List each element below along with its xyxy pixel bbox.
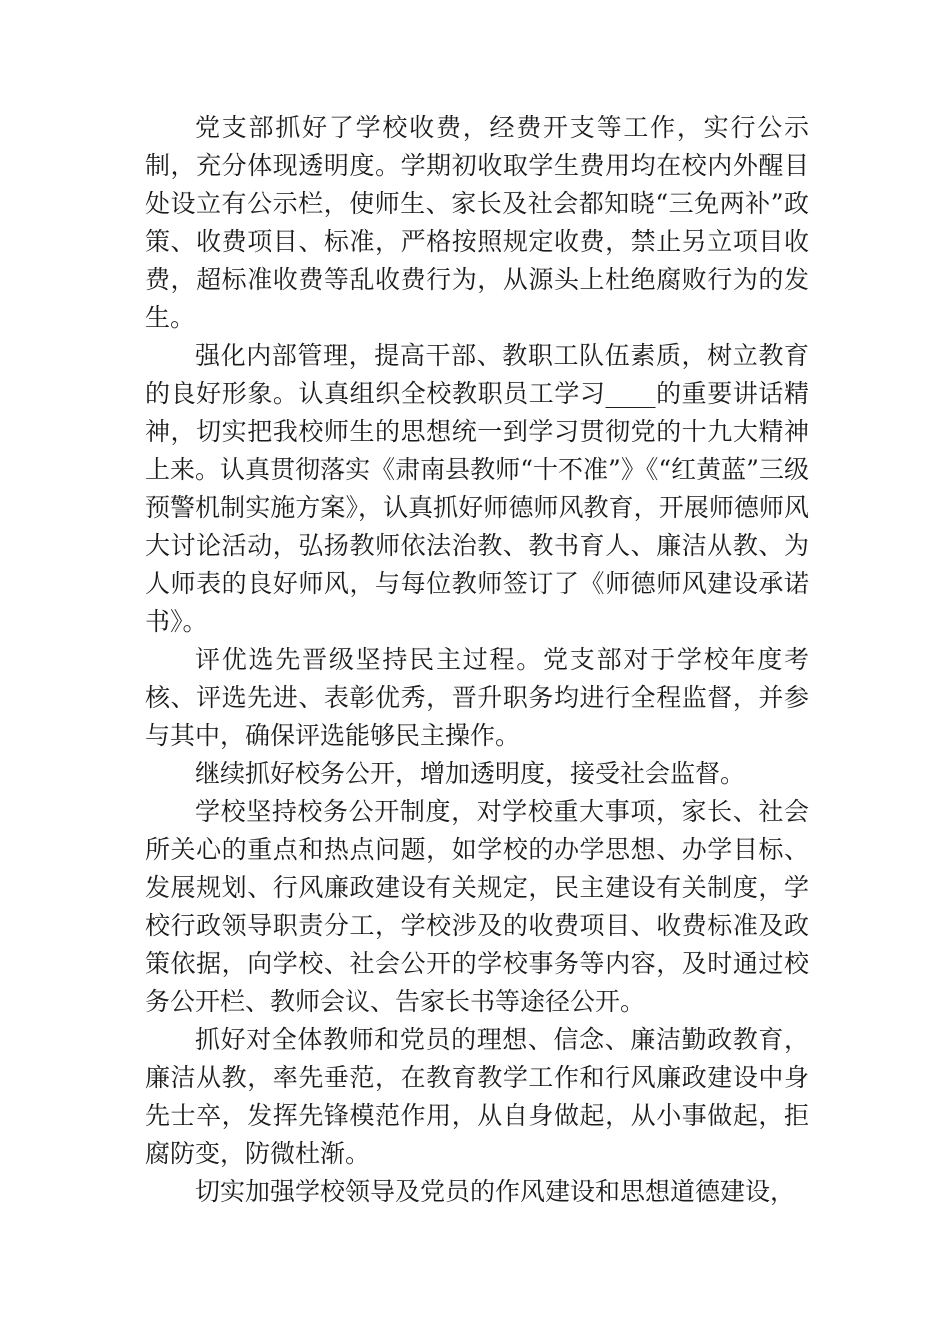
- paragraph-internal-management: 强化内部管理，提高干部、教职工队伍素质，树立教育的良好形象。认真组织全校教职员工学习____的重要讲话精神，切实把我校师生的思想统一到学习贯彻党的十九大精神上来。认真贯彻落实《肃南县教师“十不准”》《“红黄蓝”三级预警机制实施方案》，认真抓好师德师风教育，开展师德师风大讨论活动，弘扬教师依法治教、教书育人、廉洁从教、为人师表的良好师风，与每位教师签订了《师德师风建设承诺书》。: [145, 341, 809, 636]
- document-body: [145, 109, 809, 1211]
- paragraph-school-affairs-disclosure: 学校坚持校务公开制度，对学校重大事项，家长、社会所关心的重点和热点问题，如学校的办学思想、办学目标、发展规划、行风廉政建设有关规定，民主建设有关制度，学校行政领导职责分工，学校涉及的收费项目、收费标准及政策依据，向学校、社会公开的学校事务等内容，及时通过校务公开栏、教师会议、告家长书等途径公开。: [145, 797, 809, 1016]
- paragraph-school-affairs-heading: 继续抓好校务公开，增加透明度，接受社会监督。: [195, 759, 746, 788]
- paragraph-fee-disclosure: 党支部抓好了学校收费，经费开支等工作，实行公示制，充分体现透明度。学期初收取学生费用均在校内外醒目处设立有公示栏，使师生、家长及社会都知晓“三免两补”政策、收费项目、标准，严格按照规定收费，禁止另立项目收费，超标准收费等乱收费行为，从源头上杜绝腐败行为的发生。: [145, 113, 809, 332]
- paragraph-style-building: 切实加强学校领导及党员的作风建设和思想道德建设，: [195, 1177, 796, 1206]
- paragraph-evaluation: 评优选先晋级坚持民主过程。党支部对于学校年度考核、评选先进、表彰优秀，晋升职务均进行全程监督，并参与其中，确保评选能够民主操作。: [145, 645, 809, 750]
- paragraph-integrity-education: 抓好对全体教师和党员的理想、信念、廉洁勤政教育，廉洁从教，率先垂范，在教育教学工作和行风廉政建设中身先士卒，发挥先锋模范作用，从自身做起，从小事做起，拒腐防变，防微杜渐。: [145, 1025, 809, 1168]
